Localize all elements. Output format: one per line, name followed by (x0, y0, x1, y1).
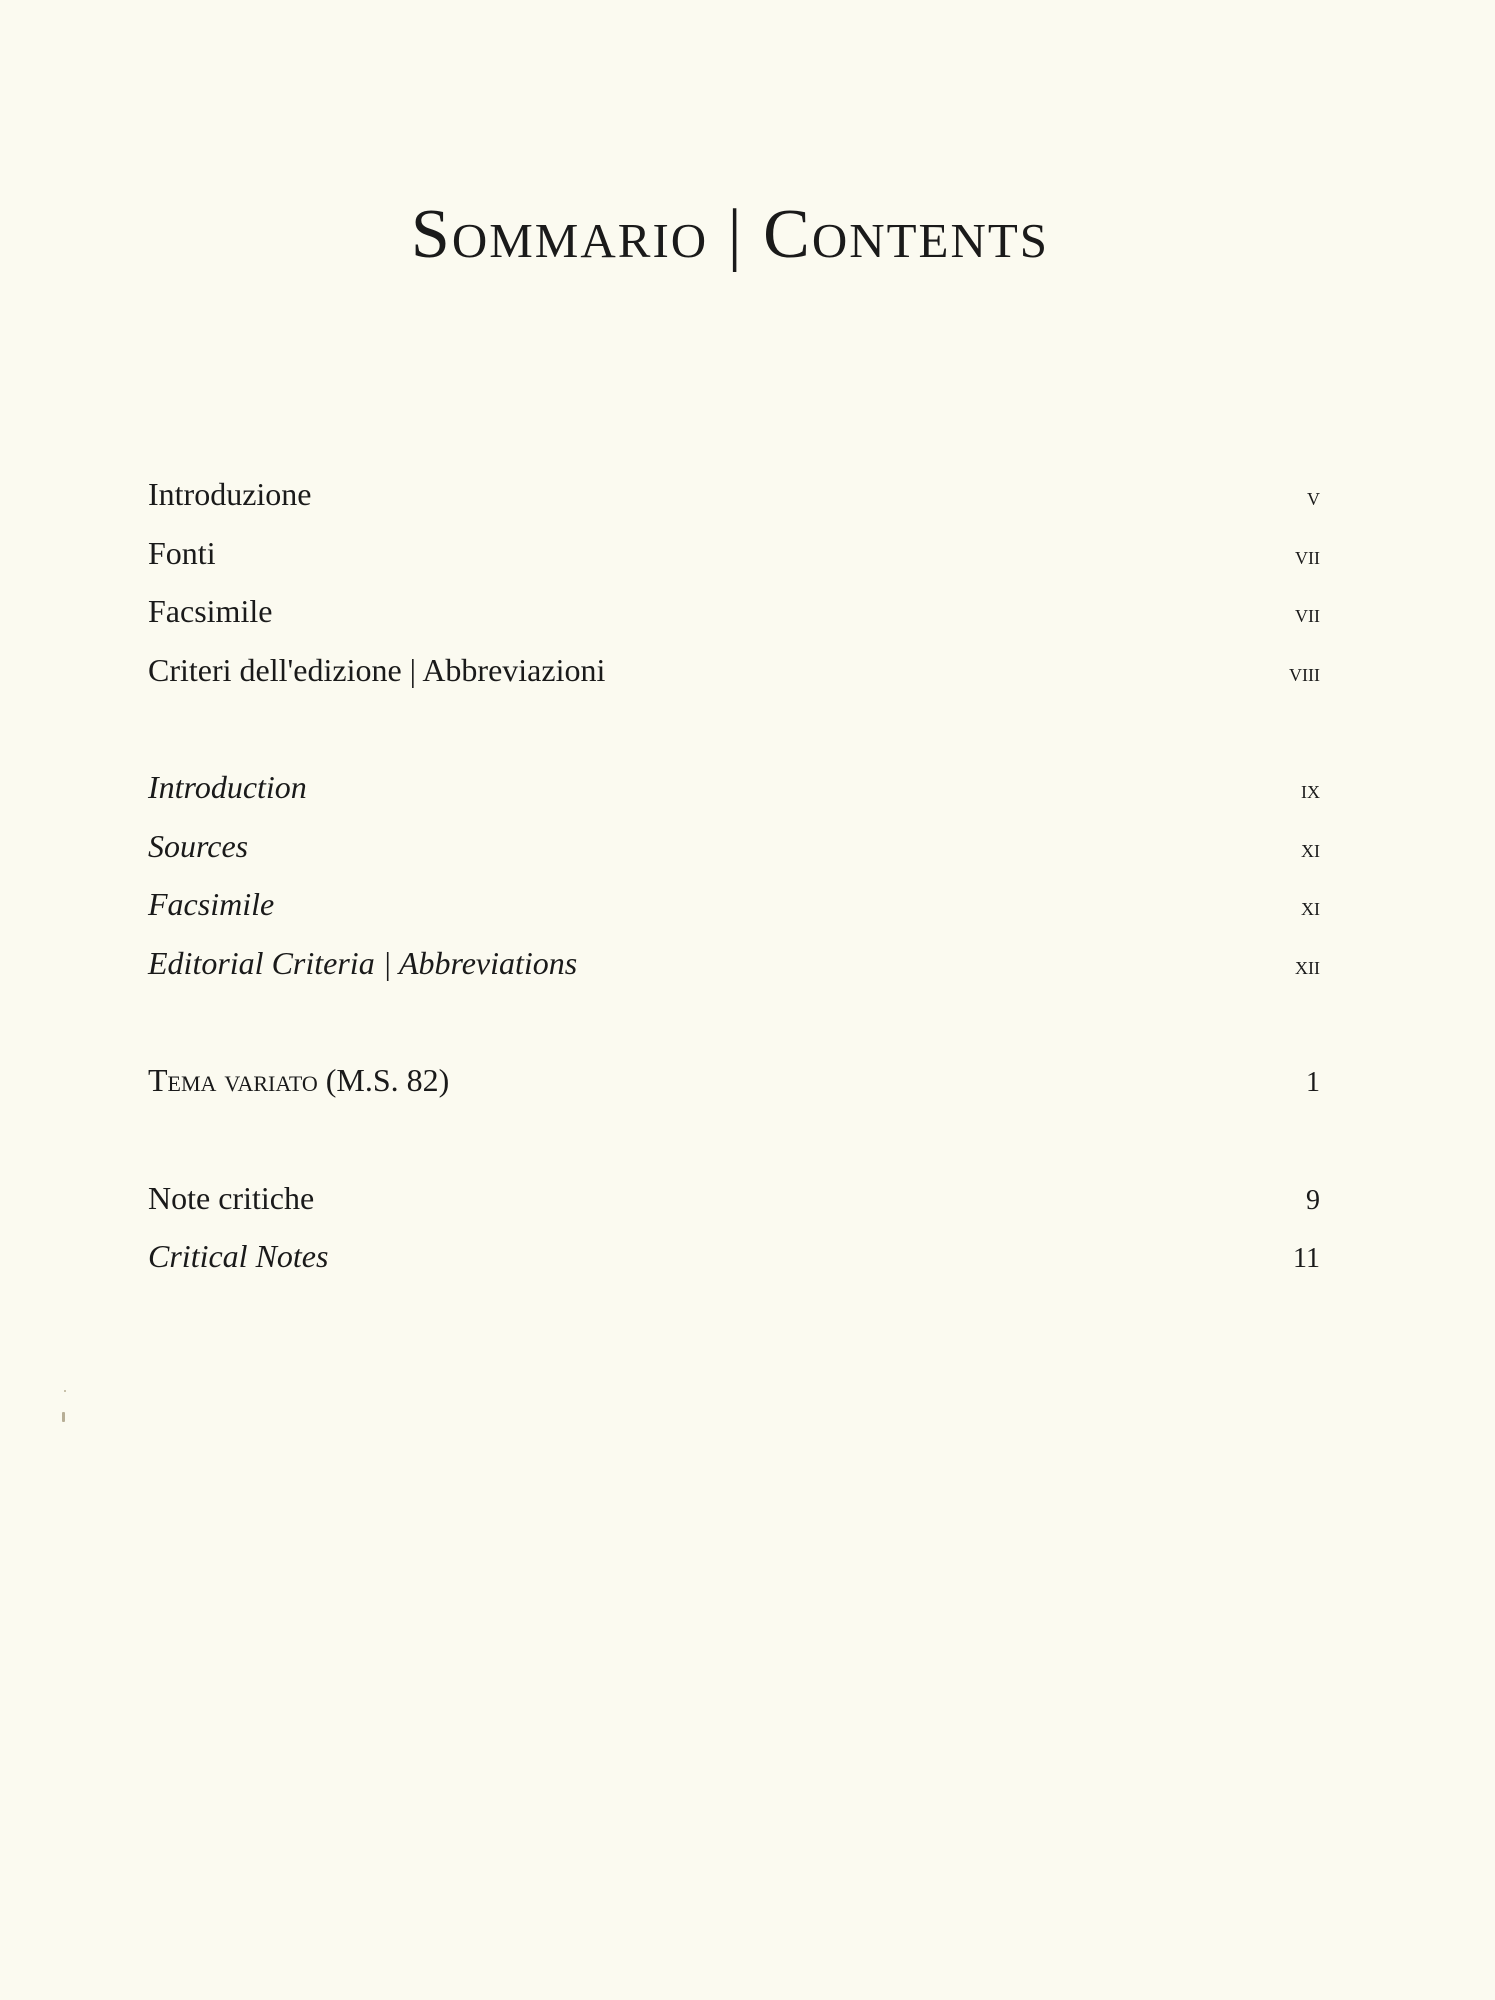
toc-entry[interactable] (148, 934, 1320, 993)
toc-entry-page: 11 (1293, 1243, 1320, 1274)
toc-entry-page: xi (1301, 892, 1320, 921)
toc-entry-page: 9 (1306, 1184, 1320, 1216)
toc-entry[interactable] (148, 465, 1320, 524)
toc-entry-page: vii (1295, 540, 1320, 570)
page-title: Sommario | Contents (410, 196, 1050, 273)
toc-entry-page: xii (1295, 950, 1320, 980)
toc-entry-label: Critical Notes (148, 1238, 329, 1274)
toc-entry[interactable] (148, 817, 1320, 876)
toc-entry-label: Tema variato (M.S. 82) (148, 1062, 450, 1098)
toc-entry[interactable] (148, 1051, 1320, 1110)
toc-entry-label: Introduction (148, 769, 307, 805)
toc-entry[interactable] (148, 524, 1320, 583)
toc-entry-page: vii (1295, 599, 1320, 628)
toc-entry-label: Sources (148, 827, 249, 864)
toc-group-notes (148, 1169, 1320, 1286)
toc-entry-page: 1 (1306, 1067, 1320, 1098)
toc-entry[interactable] (148, 641, 1320, 700)
toc-entry-label: Fonti (148, 534, 216, 571)
toc-group-italian (148, 465, 1320, 699)
toc-entry-label: Note critiche (148, 1179, 315, 1216)
toc-entry-page: viii (1289, 657, 1320, 687)
toc-entry-page: xi (1301, 833, 1320, 863)
paper-speck (64, 1390, 66, 1392)
toc-entry[interactable] (148, 1169, 1320, 1228)
toc-entry-page: ix (1301, 775, 1320, 804)
toc-entry-label: Facsimile (148, 593, 273, 629)
toc-entry[interactable] (148, 1227, 1320, 1286)
toc-entry-label: Editorial Criteria | Abbreviations (148, 944, 578, 981)
toc-group-english (148, 758, 1320, 992)
toc-entry-label: Criteri dell'edizione | Abbreviazioni (148, 651, 606, 688)
toc-entry[interactable] (148, 582, 1320, 641)
toc-entry-label: Introduzione (148, 476, 312, 512)
paper-speck (62, 1412, 65, 1422)
table-of-contents (148, 465, 1320, 1286)
toc-entry-label: Facsimile (148, 886, 275, 922)
toc-entry[interactable] (148, 758, 1320, 817)
toc-entry-page: v (1307, 482, 1320, 511)
toc-entry[interactable] (148, 875, 1320, 934)
toc-group-score (148, 1051, 1320, 1110)
